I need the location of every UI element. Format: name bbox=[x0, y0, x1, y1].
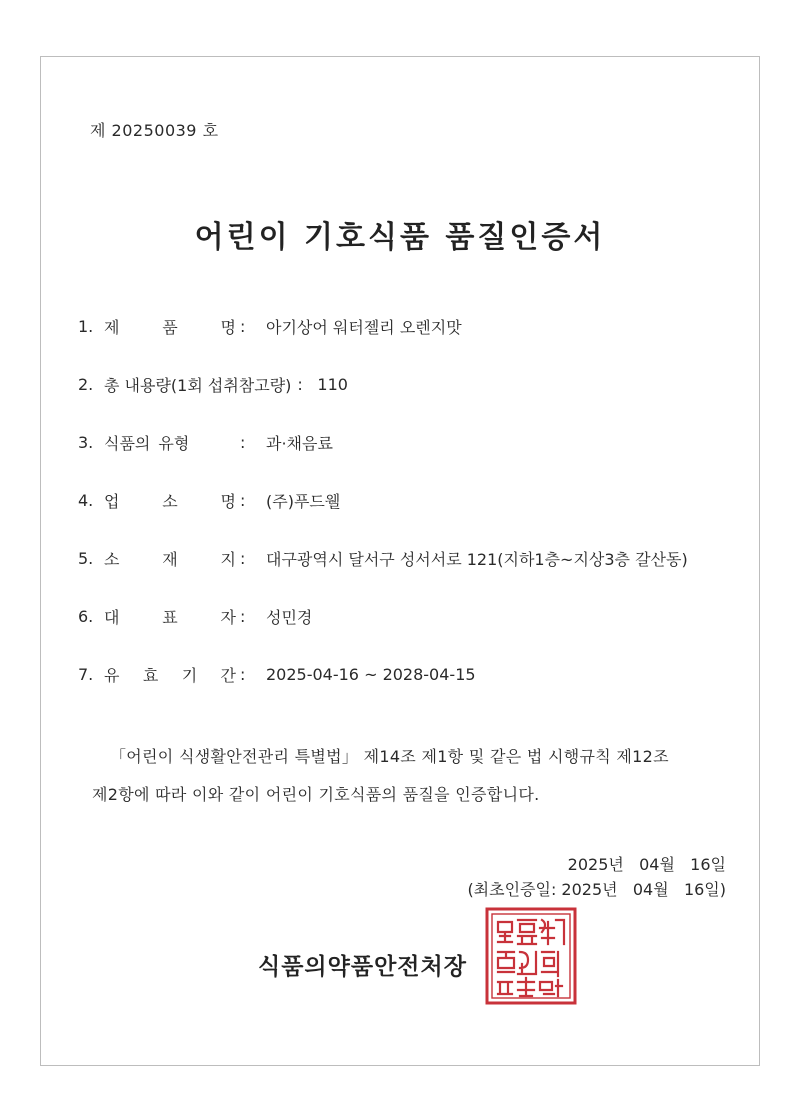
field-total-content bbox=[78, 370, 348, 398]
label-char: 소 bbox=[104, 549, 120, 569]
field-label bbox=[104, 547, 240, 570]
label-char: 품 bbox=[162, 317, 178, 337]
field-label bbox=[104, 605, 240, 628]
label-char: 간 bbox=[220, 665, 236, 685]
field-colon: : bbox=[240, 606, 246, 626]
field-colon: : bbox=[240, 432, 246, 452]
field-business-name bbox=[78, 486, 340, 514]
first-certification-date: (최초인증일: 2025년 04월 16일) bbox=[467, 880, 726, 899]
field-number: 2. bbox=[78, 374, 94, 394]
official-seal bbox=[484, 906, 578, 1006]
field-colon: : bbox=[240, 490, 246, 510]
field-colon: : bbox=[240, 548, 246, 568]
field-value: 110 bbox=[317, 374, 348, 394]
label-char: 유 bbox=[104, 665, 120, 685]
statement-line-1: 「어린이 식생활안전관리 특별법」 제14조 제1항 및 같은 법 시행규칙 제12조 bbox=[110, 747, 669, 766]
field-value: 2025-04-16 ~ 2028-04-15 bbox=[266, 664, 476, 684]
label-char: 자 bbox=[220, 607, 236, 627]
issue-date: 2025년 04월 16일 bbox=[567, 855, 726, 874]
label-char: 표 bbox=[162, 607, 178, 627]
field-value: 아기상어 워터젤리 오렌지맛 bbox=[266, 317, 462, 337]
field-number: 4. bbox=[78, 490, 94, 510]
label-char: 기 bbox=[181, 665, 198, 685]
field-label bbox=[104, 489, 240, 512]
label-char: 업 bbox=[104, 491, 120, 511]
label-char: 효 bbox=[142, 665, 159, 685]
label-char: 재 bbox=[162, 549, 178, 569]
field-colon: : bbox=[297, 374, 303, 394]
field-validity-period bbox=[78, 660, 476, 688]
field-label bbox=[104, 663, 240, 686]
certificate-title: 어린이 기호식품 품질인증서 bbox=[194, 220, 606, 255]
field-number: 3. bbox=[78, 432, 94, 452]
certificate-number: 제 20250039 호 bbox=[90, 121, 219, 140]
field-colon: : bbox=[240, 316, 246, 336]
field-representative bbox=[78, 602, 312, 630]
label-char: 명 bbox=[220, 317, 236, 337]
field-value: 성민경 bbox=[266, 607, 313, 627]
field-value: (주)푸드웰 bbox=[266, 491, 341, 511]
label-char: 명 bbox=[220, 491, 236, 511]
field-label bbox=[104, 315, 240, 338]
field-address bbox=[78, 544, 688, 572]
field-product-name bbox=[78, 312, 462, 340]
field-number: 5. bbox=[78, 548, 94, 568]
field-label bbox=[104, 431, 240, 454]
label-char: 식품의 bbox=[104, 433, 151, 453]
certification-statement bbox=[92, 738, 732, 814]
label-char: 유형 bbox=[158, 433, 190, 453]
field-label: 총 내용량(1회 섭취참고량) bbox=[104, 375, 292, 395]
label-char: 제 bbox=[104, 317, 120, 337]
field-number: 7. bbox=[78, 664, 94, 684]
field-number: 1. bbox=[78, 316, 94, 336]
field-food-type bbox=[78, 428, 333, 456]
label-char: 소 bbox=[162, 491, 178, 511]
field-value: 과·채음료 bbox=[266, 433, 333, 453]
label-char: 지 bbox=[220, 549, 236, 569]
issuer-name: 식품의약품안전처장 bbox=[258, 954, 467, 980]
field-colon: : bbox=[240, 664, 246, 684]
statement-line-2: 제2항에 따라 이와 같이 어린이 기호식품의 품질을 인증합니다. bbox=[92, 785, 540, 804]
label-char: 대 bbox=[104, 607, 120, 627]
field-number: 6. bbox=[78, 606, 94, 626]
field-value: 대구광역시 달서구 성서서로 121(지하1층~지상3층 갈산동) bbox=[266, 549, 688, 569]
